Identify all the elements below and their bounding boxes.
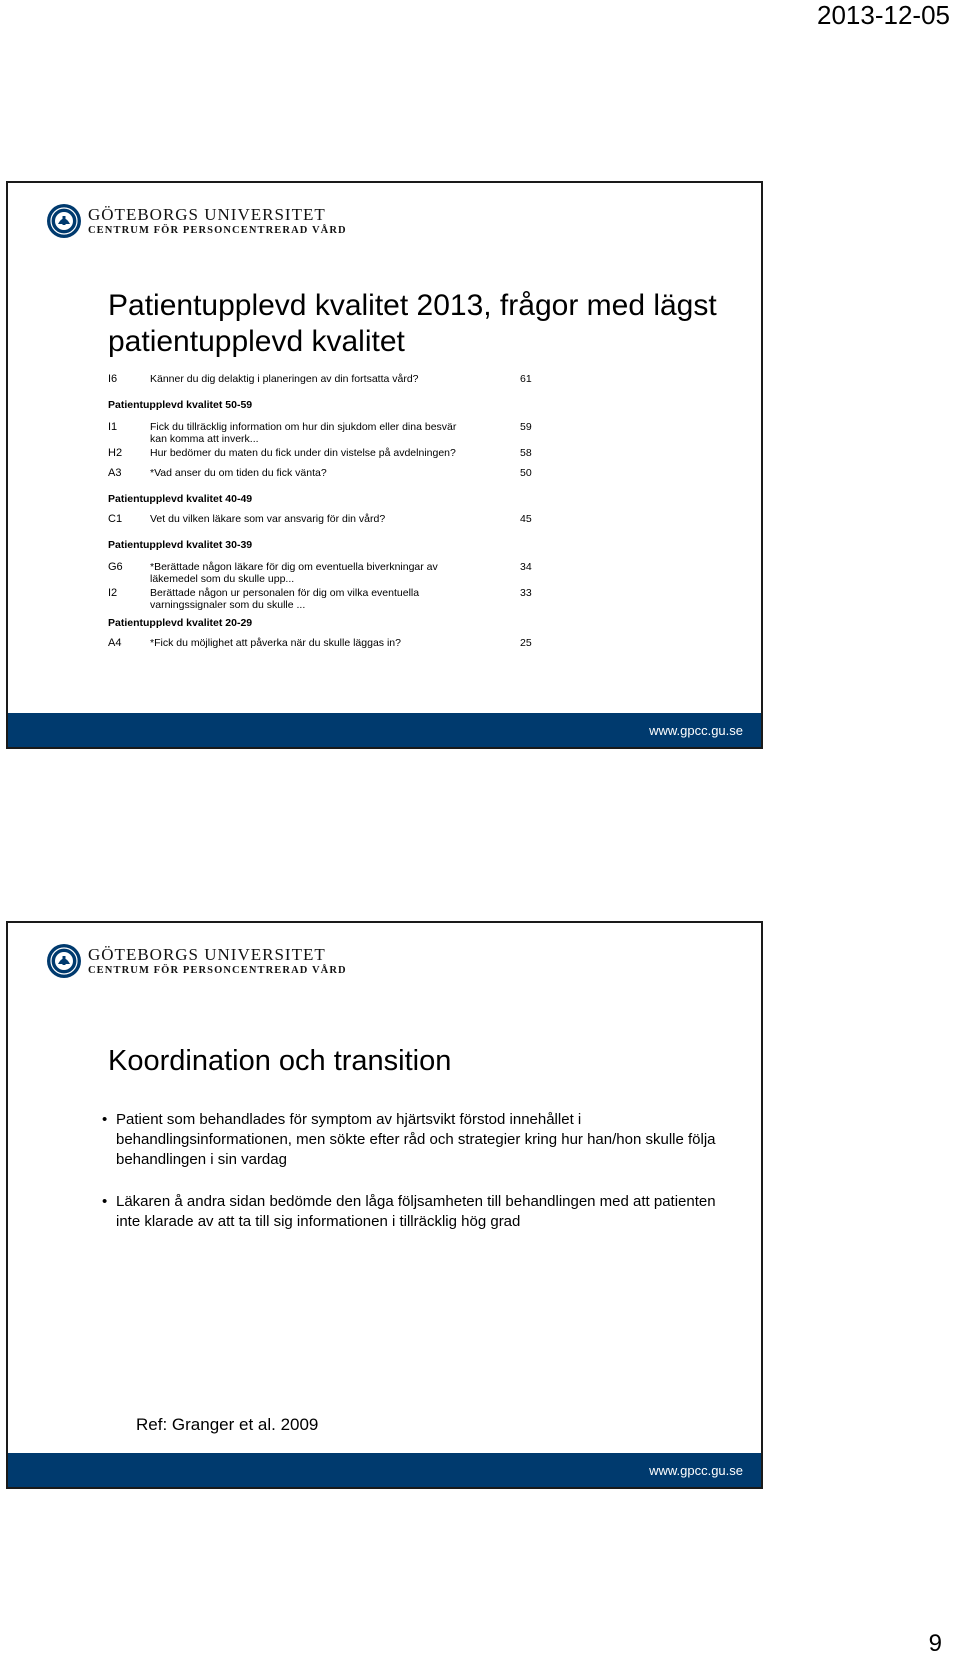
reference-note: Ref: Granger et al. 2009: [136, 1415, 319, 1434]
university-name: GÖTEBORGS UNIVERSITET: [88, 204, 326, 224]
question-score: 50: [520, 467, 532, 479]
question-score: 33: [520, 587, 532, 599]
question-score: 58: [520, 447, 532, 459]
quality-group-heading: Patientupplevd kvalitet 30-39: [108, 539, 253, 551]
university-logo: [46, 203, 347, 239]
question-text: *Berättade någon läkare för dig om eventuella biverkningar av läkemedel som du skulle upp...: [150, 561, 438, 585]
question-code: A4: [108, 637, 122, 649]
slide-2: [6, 921, 763, 1489]
question-code: I1: [108, 421, 118, 433]
slide-title: Patientupplevd kvalitet 2013, frågor med lägst patientupplevd kvalitet: [108, 289, 717, 358]
question-score: 61: [520, 373, 532, 385]
question-text: Fick du tillräcklig information om hur din sjukdom eller dina besvär kan komma att inverk...: [150, 421, 457, 445]
question-code: I2: [108, 587, 118, 599]
page-number: 9: [928, 1630, 942, 1657]
footer-url[interactable]: www.gpcc.gu.se: [649, 1463, 743, 1478]
question-score: 59: [520, 421, 532, 433]
question-text: Vet du vilken läkare som var ansvarig för din vård?: [150, 513, 386, 525]
university-seal-icon: [46, 943, 82, 979]
question-text: Berättade någon ur personalen för dig om vilka eventuella varningssignaler som du skulle ...: [150, 587, 420, 611]
quality-group-heading: Patientupplevd kvalitet 20-29: [108, 617, 253, 629]
footer-url[interactable]: www.gpcc.gu.se: [649, 723, 743, 738]
question-code: C1: [108, 513, 123, 525]
question-text: *Vad anser du om tiden du fick vänta?: [150, 467, 327, 479]
bullet-item: • Läkaren å andra sidan bedömde den låga följsamheten till behandlingen med att patienten inte klarade av att ta till sig informationen i tillräcklig hög grad: [102, 1192, 742, 1232]
university-name: GÖTEBORGS UNIVERSITET: [88, 944, 326, 964]
slide-footer-bar: [8, 713, 761, 747]
question-code: H2: [108, 447, 123, 459]
question-score: 34: [520, 561, 532, 573]
page-date: 2013-12-05: [817, 0, 950, 30]
question-text: Hur bedömer du maten du fick under din vistelse på avdelningen?: [150, 447, 456, 459]
question-score: 45: [520, 513, 532, 525]
quality-group-heading: Patientupplevd kvalitet 50-59: [108, 399, 253, 411]
question-text: Känner du dig delaktig i planeringen av din fortsatta vård?: [150, 373, 419, 385]
centre-name: CENTRUM FÖR PERSONCENTRERAD VÅRD: [88, 224, 347, 236]
slide-1: [6, 181, 763, 749]
quality-group-heading: Patientupplevd kvalitet 40-49: [108, 493, 253, 505]
slide-title: Koordination och transition: [108, 1045, 452, 1077]
question-code: G6: [108, 561, 123, 573]
question-code: I6: [108, 373, 118, 385]
university-logo: [46, 943, 347, 979]
slide-footer-bar: [8, 1453, 761, 1487]
question-code: A3: [108, 467, 122, 479]
centre-name: CENTRUM FÖR PERSONCENTRERAD VÅRD: [88, 964, 347, 976]
question-text: *Fick du möjlighet att påverka när du skulle läggas in?: [150, 637, 401, 649]
bullet-list: [102, 1110, 742, 1254]
university-seal-icon: [46, 203, 82, 239]
bullet-item: • Patient som behandlades för symptom av hjärtsvikt förstod innehållet i behandlingsinformationen, men sökte efter råd och strategier kring hur han/hon skulle följa behandlingen i sin vardag: [102, 1110, 742, 1170]
question-score: 25: [520, 637, 532, 649]
